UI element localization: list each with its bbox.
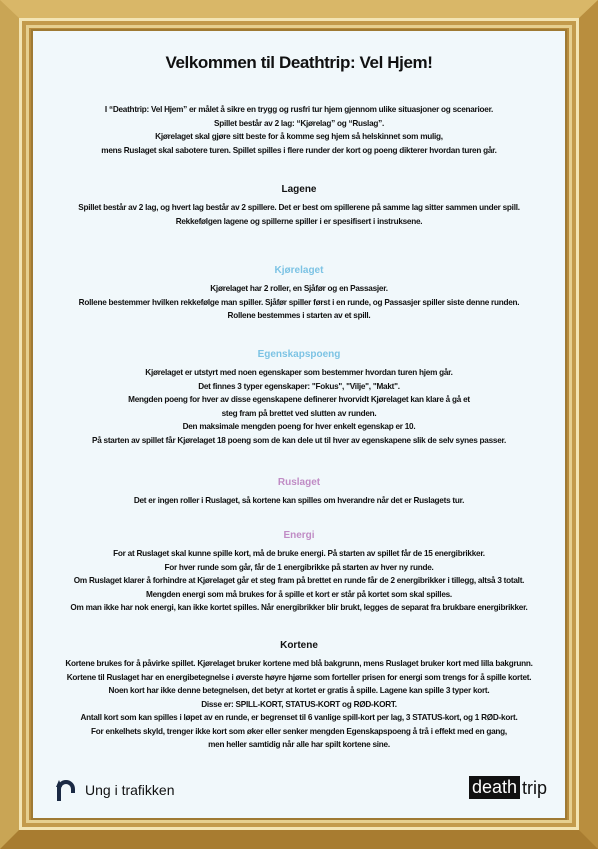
ung-i-trafikken-logo xyxy=(53,777,174,803)
section-heading: Egenskapspoeng xyxy=(257,349,341,360)
logo-part-death: death xyxy=(469,776,520,799)
section-line: Kjørelaget har 2 roller, en Sjåfør og en Passasjer. xyxy=(210,284,388,293)
section-line: Kjørelaget er utstyrt med noen egenskaper som bestemmer hvordan turen hjem går. xyxy=(145,368,453,377)
section-heading: Energi xyxy=(283,530,315,541)
section-line: Om Ruslaget klarer å forhindre at Kjørelaget går et steg fram på brettet en runde får de 2 energibrikker i tillegg, altså 3 totalt. xyxy=(73,576,525,585)
section-line: Rekkefølgen lagene og spillerne spiller i er spesifisert i instruksene. xyxy=(175,216,423,226)
u-turn-arrow-icon xyxy=(53,777,79,803)
section-ruslaget xyxy=(33,477,565,508)
section-line: Mengden energi som må brukes for å spille et kort er står på kortet som skal spilles. xyxy=(146,589,452,599)
section-line: For enkelhets skyld, trenger ikke kort som øker eller senker mengden Egenskapspoeng å trå i effekt med en gang, xyxy=(91,726,507,736)
section-kortene xyxy=(33,640,565,752)
poster xyxy=(33,31,565,818)
logo-part-trip: trip xyxy=(521,777,547,798)
section-line: Den maksimale mengden poeng for hver enkelt egenskap er 10. xyxy=(182,422,416,431)
section-line: Kortene til Ruslaget har en energibetegnelse i øverste høyre hjørne som forteller prisen for energi som trengs for å spille kortet. xyxy=(66,672,532,682)
section-line: Det finnes 3 typer egenskaper: "Fokus", "Vilje", "Makt". xyxy=(198,381,400,391)
intro-line: Spillet består av 2 lag: “Kjørelag” og “Ruslag”. xyxy=(214,118,384,128)
section-line: Rollene bestemmer hvilken rekkefølge man spiller. Sjåfør spiller først i en runde, og Passasjer spiller siste denne runden. xyxy=(78,297,520,307)
intro-line: I “Deathtrip: Vel Hjem” er målet å sikre en trygg og rusfri tur hjem gjennom ulike situasjoner og scenarioer. xyxy=(104,105,494,114)
section-heading: Ruslaget xyxy=(277,477,321,488)
section-line: På starten av spillet får Kjørelaget 18 poeng som de kan dele ut til hver av egenskapene slik de selv synes passer. xyxy=(91,435,507,445)
section-line: For at Ruslaget skal kunne spille kort, må de bruke energi. På starten av spillet får de 15 energibrikker. xyxy=(113,549,485,558)
section-line: Antall kort som kan spilles i løpet av en runde, er begrenset til 6 vanlige spill-kort per lag, 3 STATUS-kort, og 1 RØD-kort. xyxy=(80,713,518,722)
section-line: steg fram på brettet ved slutten av runden. xyxy=(221,408,377,418)
section-energi xyxy=(33,530,565,615)
section-line: Kortene brukes for å påvirke spillet. Kjørelaget bruker kortene med blå bakgrunn, mens Ruslaget bruker kort med lilla bakgrunn. xyxy=(65,659,533,668)
section-line: Mengden poeng for hver av disse egenskapene definerer hvorvidt Kjørelaget kan klare å gå et xyxy=(128,395,470,404)
section-heading: Lagene xyxy=(281,184,317,195)
logo-text: Ung i trafikken xyxy=(85,782,175,798)
section-line: Disse er: SPILL-KORT, STATUS-KORT og RØD-KORT. xyxy=(201,699,397,709)
section-heading: Kjørelaget xyxy=(274,265,324,276)
section-line: Rollene bestemmes i starten av et spill. xyxy=(227,311,371,320)
section-heading: Kortene xyxy=(280,640,318,651)
section-line: For hver runde som går, får de 1 energibrikke på starten av hver ny runde. xyxy=(164,562,434,572)
page-title: Velkommen til Deathtrip: Vel Hjem! xyxy=(165,53,433,72)
section-line: Det er ingen roller i Ruslaget, så kortene kan spilles om hverandre når det er Ruslagets tur. xyxy=(133,496,465,505)
intro-line: Kjørelaget skal gjøre sitt beste for å komme seg hjem så helskinnet som mulig, xyxy=(155,132,443,141)
section-line: Spillet består av 2 lag, og hvert lag består av 2 spillere. Det er best om spillerene på samme lag sitter sammen under spill. xyxy=(78,203,520,212)
section-lagene xyxy=(33,184,565,228)
deathtrip-logo xyxy=(469,776,547,799)
intro-section xyxy=(33,103,565,157)
intro-line: mens Ruslaget skal sabotere turen. Spillet spilles i flere runder der kort og poeng dikterer hvordan turen går. xyxy=(101,145,497,155)
section-egenskapspoeng xyxy=(33,349,565,447)
section-kjorelaget xyxy=(33,265,565,323)
section-line: Noen kort har ikke denne betegnelsen, det betyr at kortet er gratis å spille. Lagene kan spille 3 typer kort. xyxy=(108,686,490,695)
section-line: Om man ikke har nok energi, kan ikke kortet spilles. Når energibrikker blir brukt, legges de separat fra brukbare energibrikker. xyxy=(70,603,528,612)
section-line: men heller samtidig når alle har spilt kortene sine. xyxy=(208,740,390,749)
